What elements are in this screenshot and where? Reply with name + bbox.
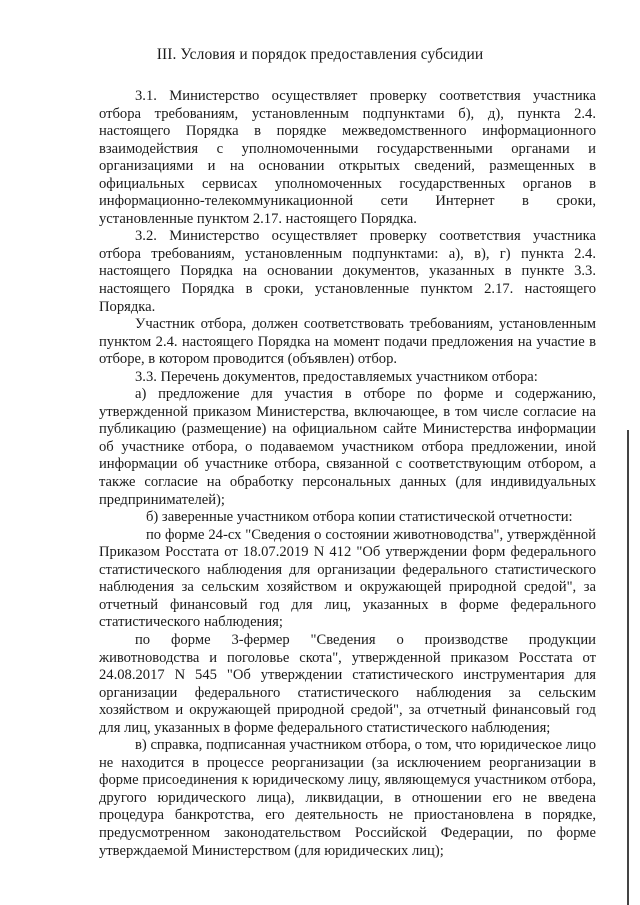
paragraph-3-2: 3.2. Министерство осуществляет проверку соответствия участника отбора требованиям, установленным подпунктами: а), в), г) пункта 2.4. настоящего Порядка на основании документов, указанных в пункте 3.3. настоящего Порядка в сроки, установленные пунктом 2.17. настоящего Порядка. <box>99 228 596 315</box>
paragraph-item-b: б) заверенные участником отбора копии статистической отчетности: <box>146 509 573 526</box>
paragraph-item-v: в) справка, подписанная участником отбора, о том, что юридическое лицо не находится в процессе реорганизации (за исключением реорганизации в форме присоединения к юридическому лицу, являющемуся участником отбора, другого юридического лица), ликвидации, в отношении его не введена процедура банкротства, его деятельность не приостановлена в порядке, предусмотренном законодательством Российской Федерации, по форме утверждаемой Министерством (для юридических лиц); <box>99 737 596 859</box>
paragraph-form-3-fermer: по форме 3-фермер "Сведения о производстве продукции животноводства и поголовье скота", утвержденной приказом Росстата от 24.08.2017 N 545 "Об утверждении статистического инструментария для организации федерального статистического наблюдения за сельским хозяйством и окружающей природной средой", за отчетный финансовый год для лиц, указанных в форме федерального статистического наблюдения; <box>99 631 596 736</box>
paragraph-3-1: 3.1. Министерство осуществляет проверку соответствия участника отбора требованиям, установленным подпунктами б), д), пункта 2.4. настоящего Порядка в порядке межведомственного информационного взаимодействия с уполномоченными государственными органами и организациями и на основании открытых сведений, размещенных в официальных сервисах уполномоченных государственных органов в информационно-телекоммуникационной сети Интернет в сроки, установленные пунктом 2.17. настоящего Порядка. <box>99 88 596 227</box>
paragraph-form-24-sh: по форме 24-сх "Сведения о состоянии животноводства", утверждённой Приказом Росстата от 18.07.2019 N 412 "Об утверждении форм федерального статистического наблюдения для организации федерального статистического наблюдения за сельским хозяйством и окружающей природной средой", за отчетный финансовый год для лиц, указанных в форме федерального статистического наблюдения; <box>99 526 596 631</box>
paragraph-item-a: а) предложение для участия в отборе по форме и содержанию, утвержденной приказом Министерства, включающее, в том числе согласие на публикацию (размещение) на официальном сайте Министерства информации об участнике отбора, о подаваемом участником отбора предложении, иной информации об участнике отбора, связанной с соответствующим отбором, а также согласие на обработку персональных данных (для индивидуальных предпринимателей); <box>99 386 596 508</box>
scan-edge-line <box>627 430 629 905</box>
section-title: III. Условия и порядок предоставления субсидии <box>156 46 484 63</box>
paragraph-participant-requirement: Участник отбора, должен соответствовать требованиям, установленным пунктом 2.4. настоящего Порядка на момент подачи предложения на участие в отборе, в котором проводится (объявлен) отбор. <box>99 316 596 368</box>
paragraph-3-3: 3.3. Перечень документов, предоставляемых участником отбора: <box>135 368 538 385</box>
document-body <box>99 88 596 860</box>
